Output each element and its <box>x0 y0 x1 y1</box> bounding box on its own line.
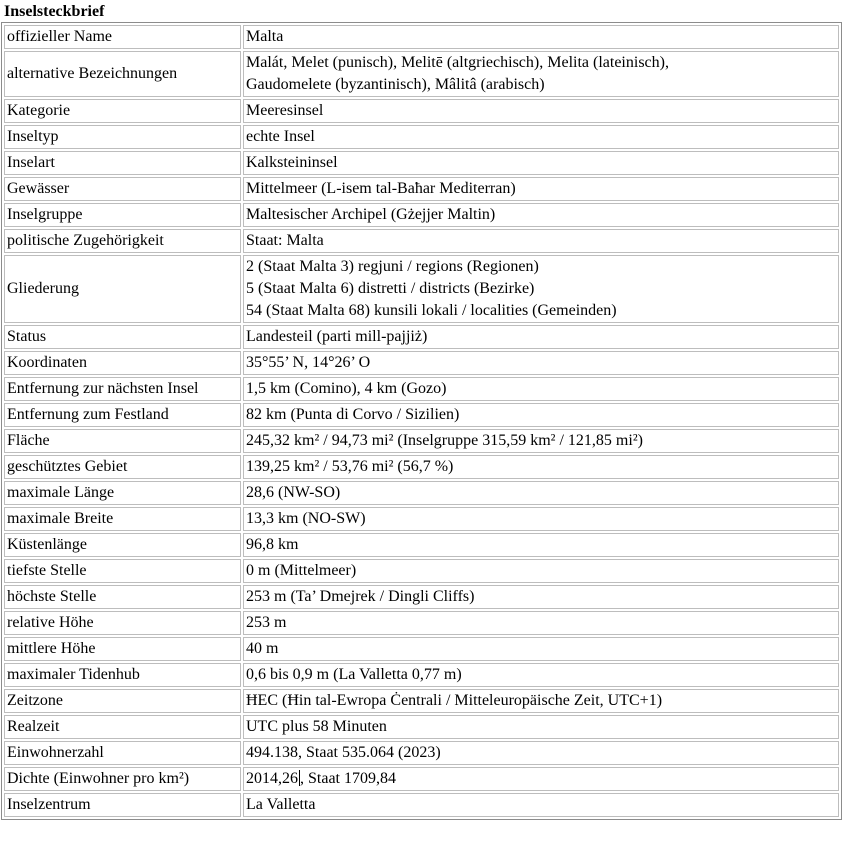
row-value[interactable]: Landesteil (parti mill-pajjiż) <box>243 325 839 349</box>
row-value[interactable]: Staat: Malta <box>243 229 839 253</box>
row-label[interactable]: geschütztes Gebiet <box>4 455 241 479</box>
row-value[interactable]: 40 m <box>243 637 839 661</box>
row-label[interactable]: Kategorie <box>4 99 241 123</box>
row-value[interactable]: Malta <box>243 25 839 49</box>
table-row <box>4 507 839 531</box>
row-label[interactable]: relative Höhe <box>4 611 241 635</box>
row-label[interactable]: maximale Breite <box>4 507 241 531</box>
row-label[interactable]: Inselart <box>4 151 241 175</box>
table-row <box>4 533 839 557</box>
row-value[interactable]: Mittelmeer (L-isem tal-Baħar Mediterran) <box>243 177 839 201</box>
table-row <box>4 585 839 609</box>
row-label[interactable]: Gliederung <box>4 255 241 323</box>
row-label[interactable]: Entfernung zum Festland <box>4 403 241 427</box>
table-row <box>4 793 839 817</box>
row-value[interactable]: echte Insel <box>243 125 839 149</box>
row-value[interactable]: Kalksteininsel <box>243 151 839 175</box>
table-row <box>4 741 839 765</box>
row-value[interactable]: 0 m (Mittelmeer) <box>243 559 839 583</box>
row-label[interactable]: höchste Stelle <box>4 585 241 609</box>
row-label[interactable]: Entfernung zur nächsten Insel <box>4 377 241 401</box>
row-value[interactable]: 253 m (Ta’ Dmejrek / Dingli Cliffs) <box>243 585 839 609</box>
table-row <box>4 767 839 791</box>
row-label[interactable]: Gewässer <box>4 177 241 201</box>
table-row <box>4 99 839 123</box>
island-profile-table <box>1 22 842 820</box>
value-line: Malát, Melet (punisch), Melitē (altgriechisch), Melita (lateinisch), <box>246 54 669 71</box>
value-line: 2 (Staat Malta 3) regjuni / regions (Regionen) <box>246 258 539 275</box>
row-label[interactable]: Inseltyp <box>4 125 241 149</box>
table-row <box>4 255 839 323</box>
table-row <box>4 377 839 401</box>
row-label[interactable]: offizieller Name <box>4 25 241 49</box>
row-label[interactable]: Status <box>4 325 241 349</box>
table-row <box>4 203 839 227</box>
table-row <box>4 177 839 201</box>
page-title: Inselsteckbrief <box>4 3 105 20</box>
table-row <box>4 325 839 349</box>
row-value[interactable]: 245,32 km² / 94,73 mi² (Inselgruppe 315,59 km² / 121,85 mi²) <box>243 429 839 453</box>
row-label[interactable]: Zeitzone <box>4 689 241 713</box>
table-row <box>4 481 839 505</box>
table-row <box>4 637 839 661</box>
table-row <box>4 125 839 149</box>
row-value[interactable] <box>243 255 839 323</box>
row-value[interactable]: 28,6 (NW-SO) <box>243 481 839 505</box>
table-row <box>4 25 839 49</box>
table-row <box>4 51 839 97</box>
row-value[interactable]: 139,25 km² / 53,76 mi² (56,7 %) <box>243 455 839 479</box>
row-label[interactable]: Realzeit <box>4 715 241 739</box>
table-row <box>4 151 839 175</box>
table-row <box>4 689 839 713</box>
row-label[interactable]: tiefste Stelle <box>4 559 241 583</box>
table-row <box>4 351 839 375</box>
value-before-caret: 2014,26 <box>246 770 298 787</box>
row-label[interactable]: politische Zugehörigkeit <box>4 229 241 253</box>
value-line: 5 (Staat Malta 6) distretti / districts (Bezirke) <box>246 280 535 297</box>
row-value[interactable]: 0,6 bis 0,9 m (La Valletta 0,77 m) <box>243 663 839 687</box>
table-row <box>4 663 839 687</box>
table-row <box>4 611 839 635</box>
row-value[interactable] <box>243 767 839 791</box>
row-value[interactable]: 494.138, Staat 535.064 (2023) <box>243 741 839 765</box>
table-row <box>4 403 839 427</box>
row-value[interactable]: 13,3 km (NO-SW) <box>243 507 839 531</box>
row-label[interactable]: alternative Bezeichnungen <box>4 51 241 97</box>
value-line: 54 (Staat Malta 68) kunsili lokali / localities (Gemeinden) <box>246 302 617 319</box>
row-value[interactable]: ĦEC (Ħin tal-Ewropa Ċentrali / Mitteleuropäische Zeit, UTC+1) <box>243 689 839 713</box>
row-label[interactable]: mittlere Höhe <box>4 637 241 661</box>
value-line: Gaudomelete (byzantinisch), Mâlitâ (arabisch) <box>246 76 545 93</box>
row-value[interactable]: 96,8 km <box>243 533 839 557</box>
row-value[interactable]: 253 m <box>243 611 839 635</box>
row-label[interactable]: maximale Länge <box>4 481 241 505</box>
row-label[interactable]: Fläche <box>4 429 241 453</box>
row-label[interactable]: Einwohnerzahl <box>4 741 241 765</box>
row-label[interactable]: Koordinaten <box>4 351 241 375</box>
row-label[interactable]: maximaler Tidenhub <box>4 663 241 687</box>
table-row <box>4 229 839 253</box>
row-value[interactable]: 35°55’ N, 14°26’ O <box>243 351 839 375</box>
table-row <box>4 559 839 583</box>
row-label[interactable]: Küstenlänge <box>4 533 241 557</box>
row-value[interactable]: 82 km (Punta di Corvo / Sizilien) <box>243 403 839 427</box>
row-value[interactable] <box>243 51 839 97</box>
row-value[interactable]: Maltesischer Archipel (Gżejjer Maltin) <box>243 203 839 227</box>
row-value[interactable]: La Valletta <box>243 793 839 817</box>
value-after-caret: , Staat 1709,84 <box>300 770 396 787</box>
table-row <box>4 715 839 739</box>
row-label[interactable]: Inselzentrum <box>4 793 241 817</box>
row-value[interactable]: 1,5 km (Comino), 4 km (Gozo) <box>243 377 839 401</box>
row-label[interactable]: Dichte (Einwohner pro km²) <box>4 767 241 791</box>
table-row <box>4 455 839 479</box>
row-value[interactable]: Meeresinsel <box>243 99 839 123</box>
row-value[interactable]: UTC plus 58 Minuten <box>243 715 839 739</box>
row-label[interactable]: Inselgruppe <box>4 203 241 227</box>
table-row <box>4 429 839 453</box>
